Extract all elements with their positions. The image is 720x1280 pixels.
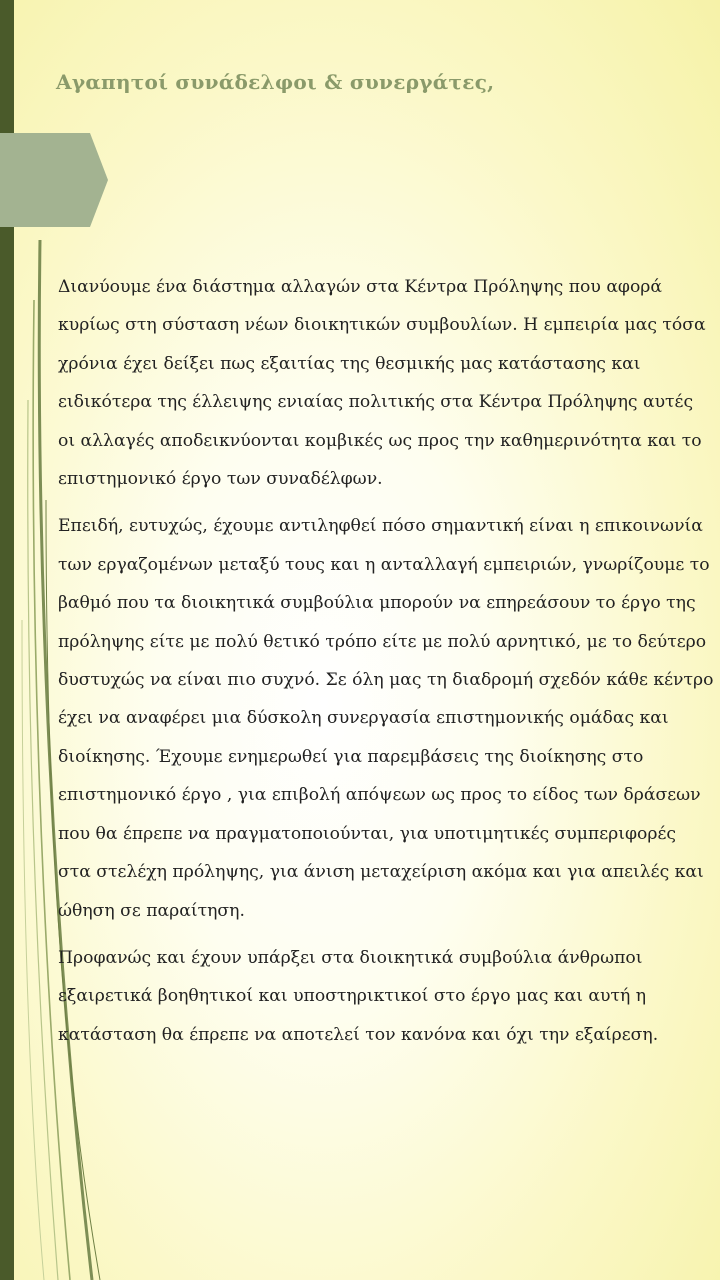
arrow-tab-shape [0,133,108,227]
paragraph-1: Διανύουμε ένα διάστημα αλλαγών στα Κέντρα Πρόληψης που αφορά κυρίως στη σύσταση νέων διοικητικών συμβουλίων. Η εμπειρία μας τόσα χρόνια έχει δείξει πως εξαιτίας της θεσμικής μας κατάστασης και ειδικότερα της έλλειψης ενιαίας πολιτικής στα Κέντρα Πρόληψης αυτές οι αλλαγές αποδεικνύονται κομβικές ως προς την καθημερινότητα και το επιστημονικό έργο των συναδέλφων. [58,277,706,490]
letter-greeting-title: Αγαπητοί συνάδελφοι & συνεργάτες, [56,70,495,94]
paragraph-2: Επειδή, ευτυχώς, έχουμε αντιληφθεί πόσο σημαντική είναι η επικοινωνία των εργαζομένων μεταξύ τους και η ανταλλαγή εμπειριών, γνωρίζουμε το βαθμό που τα διοικητικά συμβούλια μπορούν να επηρεάσουν το έργο της πρόληψης είτε με πολύ θετικό τρόπο είτε με πολύ αρνητικό, με το δεύτερο δυστυχώς να είναι πιο συχνό. Σε όλη μας τη διαδρομή σχεδόν κάθε κέντρο έχει να αναφέρει μια δύσκολη συνεργασία επιστημονικής ομάδας και διοίκησης. Έχουμε ενημερωθεί για παρεμβάσεις της διοίκησης στο επιστημονικό έργο , για επιβολή απόψεων ως προς το είδος των δράσεων που θα έπρεπε να πραγματοποιούνται, για υποτιμητικές συμπεριφορές στα στελέχη πρόληψης, για άνιση μεταχείριση ακόμα και για απειλές και ώθηση σε παραίτηση. [58,516,714,921]
letter-body [58,268,714,1063]
paragraph-3: Προφανώς και έχουν υπάρξει στα διοικητικά συμβούλια άνθρωποι εξαιρετικά βοηθητικοί και υποστηρικτικοί στο έργο μας και αυτή η κατάσταση θα έπρεπε να αποτελεί τον κανόνα και όχι την εξαίρεση. [58,947,659,1045]
